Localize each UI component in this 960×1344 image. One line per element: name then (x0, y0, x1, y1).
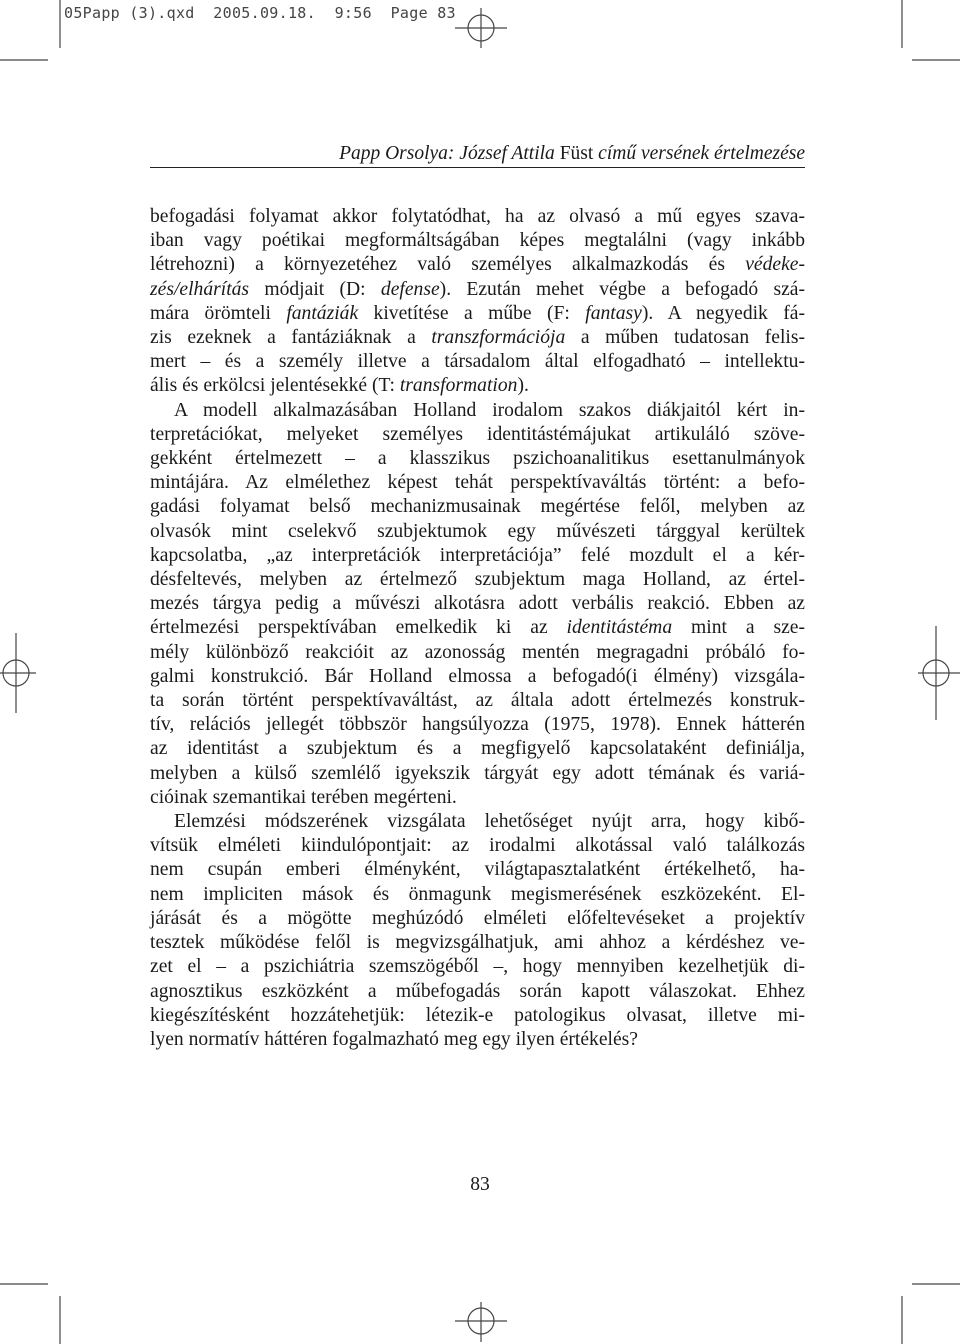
text-line (150, 834, 805, 858)
text-run: ). (517, 375, 529, 397)
italic-term: védeke- (745, 254, 805, 276)
text-line (150, 737, 805, 761)
text-run: mezés tárgya pedig a művészi alkotásra adott verbális reakció. Ebben az (150, 593, 805, 615)
italic-term: identitástéma (566, 617, 673, 639)
italic-term: defense (380, 278, 440, 300)
text-line (150, 592, 805, 616)
text-run: nem impliciten mások és önmagunk megismerésének eszközeként. El- (150, 883, 805, 905)
text-line (150, 980, 805, 1004)
text-run: galmi konstrukció. Bár Holland elmossa a befogadó(i élmény) vizsgála- (150, 665, 805, 687)
text-line (150, 495, 805, 519)
text-line (150, 253, 805, 277)
print-slug: 05Papp (3).qxd 2005.09.18. 9:56 Page 83 (64, 4, 456, 22)
text-run: kiegészítésként hozzátehetjük: létezik-e patologikus olvasat, illetve mi- (150, 1004, 805, 1026)
text-line (150, 423, 805, 447)
text-line (150, 955, 805, 979)
text-run: nem csupán emberi élményként, világtapasztalatként értékelhető, ha- (150, 859, 805, 881)
text-line (150, 302, 805, 326)
text-line (150, 544, 805, 568)
text-run: járását és a mögötte meghúzódó elméleti előfeltevéseket a projektív (150, 907, 805, 929)
italic-term: transformation (399, 375, 518, 397)
text-line (150, 205, 805, 229)
text-line (150, 1028, 805, 1052)
text-line (150, 907, 805, 931)
text-line (150, 350, 805, 374)
text-run: zis ezeknek a fantáziáknak a (150, 327, 432, 349)
text-run: Elemzési módszerének vizsgálata lehetőséget nyújt arra, hogy kibő- (174, 811, 805, 833)
page-number: 83 (470, 1174, 490, 1195)
text-run: mély különböző reakcióit az azonosság mentén megragadni próbáló fo- (150, 641, 805, 663)
text-run: kivetítése a műbe (F: (358, 302, 586, 324)
text-run: az identitást a szubjektum és a megfigyelő kapcsolataként definiálja, (150, 738, 805, 760)
text-run: módjait (D: (249, 278, 381, 300)
text-run: désfeltevés, melyben az értelmező szubjektum maga Holland, az értel- (150, 569, 805, 591)
header-author: Papp Orsolya: József Attila (339, 143, 555, 164)
text-line (150, 326, 805, 350)
text-line (150, 520, 805, 544)
text-run: mert – és a személy illetve a társadalom által elfogadható – intellektu- (150, 351, 805, 373)
text-run: iban vagy poétikai megformáltságában képes megtalálni (vagy inkább (150, 230, 805, 252)
text-run: befogadási folyamat akkor folytatódhat, ha az olvasó a mű egyes szava- (150, 206, 805, 227)
text-run: tív, relációs jellegét többször hangsúlyozza (1975, 1978). Ennek hátterén (150, 714, 805, 736)
text-run: ális és erkölcsi jelentésekké (T: (150, 375, 400, 397)
text-run: lyen normatív háttéren fogalmazható meg egy ilyen értékelés? (150, 1028, 639, 1050)
text-line (150, 665, 805, 689)
text-line (150, 1004, 805, 1028)
text-line (150, 447, 805, 471)
text-run: ta során történt perspektívaváltást, az általa adott értelmezés konstruk- (150, 690, 805, 712)
text-run: agnosztikus eszközként a műbefogadás során kapott válaszokat. Ehhez (150, 980, 805, 1002)
text-run: ). Ezután mehet végbe a befogadó szá- (439, 278, 805, 300)
text-line (150, 616, 805, 640)
text-run: kapcsolatba, „az interpretációk interpretációja” felé mozdult el a kér- (150, 544, 805, 566)
text-run: gekként értelmezett – a klasszikus pszichoanalitikus esettanulmányok (150, 448, 805, 470)
text-run: cióinak szemantikai terében megérteni. (150, 786, 457, 808)
text-run: mint a sze- (672, 617, 805, 639)
header-poem-title: Füst (559, 143, 594, 164)
text-line (150, 713, 805, 737)
text-run: gadási folyamat belső mechanizmusainak megértése felől, melyben az (150, 496, 805, 518)
text-run: zet el – a pszichiátria szemszögéből –, hogy mennyiben kezelhetjük di- (150, 956, 805, 978)
text-run: vítsük elméleti kiindulópontjait: az irodalmi alkotással való találkozás (150, 835, 805, 857)
text-line (150, 689, 805, 713)
text-run: mára örömteli (150, 302, 287, 324)
text-line (150, 278, 805, 302)
text-run: értelmezési perspektívában emelkedik ki az (150, 617, 567, 639)
text-line (150, 641, 805, 665)
italic-term: transzformációja (431, 327, 566, 349)
text-run: terpretációkat, melyeket személyes identitástémájukat artikuláló szöve- (150, 423, 805, 445)
text-run: A modell alkalmazásában Holland irodalom szakos diákjaitól kért in- (174, 399, 805, 421)
text-line (150, 883, 805, 907)
text-line (150, 471, 805, 495)
text-run: melyben a külső szemlélő igyekszik tárgyát egy adott témának és variá- (150, 762, 805, 784)
text-line (150, 931, 805, 955)
text-line (150, 858, 805, 882)
text-run: a műben tudatosan felis- (565, 327, 805, 349)
text-run: mintájára. Az elmélethez képest tehát perspektívaváltás történt: a befo- (150, 472, 805, 494)
text-run: olvasók mint cselekvő szubjektumok egy művészeti tárggyal kerültek (150, 520, 805, 542)
body-text (150, 205, 805, 1052)
running-header (150, 143, 805, 168)
text-line (150, 568, 805, 592)
italic-term: fantasy (585, 302, 642, 324)
text-line (150, 762, 805, 786)
text-run: ). A negyedik fá- (641, 302, 805, 324)
text-line (150, 399, 805, 423)
text-run: tesztek működése felől is megvizsgálhatjuk, ami ahhoz a kérdéshez ve- (150, 932, 805, 954)
italic-term: zés/elhárítás (150, 278, 250, 300)
italic-term: fantáziák (286, 302, 359, 324)
text-line (150, 229, 805, 253)
text-run: létrehozni) a környezetéhez való személyes alkalmazkodás és (150, 254, 746, 276)
text-line (150, 374, 805, 398)
text-line (150, 810, 805, 834)
text-line (150, 786, 805, 810)
header-rest: című versének értelmezése (598, 143, 805, 164)
